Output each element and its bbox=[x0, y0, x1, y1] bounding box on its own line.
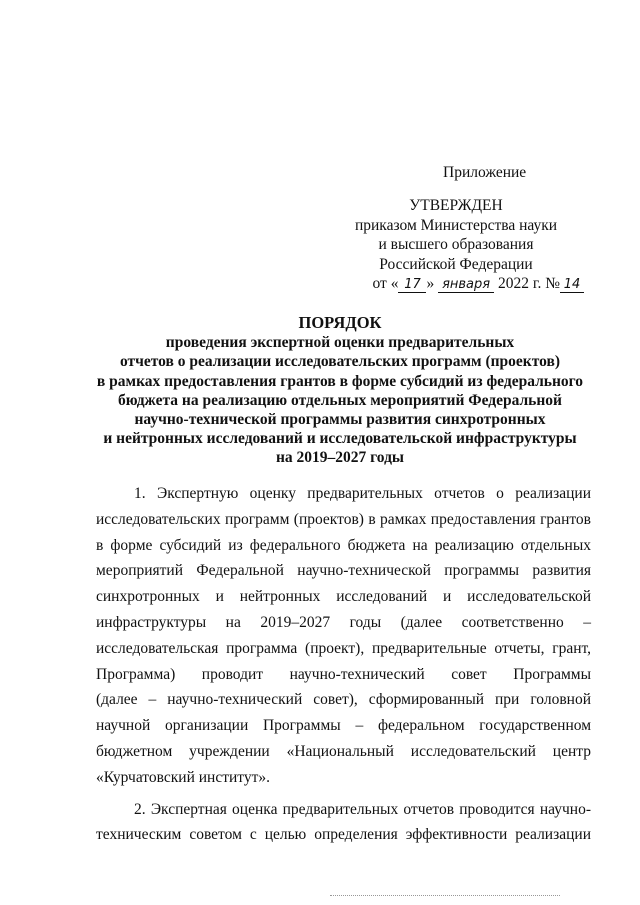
body-line: 1. Экспертную оценку предварительных отчетов о реализации bbox=[134, 485, 591, 502]
title-line: проведения экспертной оценки предварительных bbox=[165, 334, 515, 352]
body-line: (далее – научно-технический совет), сформированный при головной bbox=[96, 691, 591, 709]
title-line: научно-технической программы развития синхротронных bbox=[134, 411, 546, 429]
title-line: отчетов о реализации исследовательских программ (проектов) bbox=[119, 353, 561, 371]
body-line: 2. Экспертная оценка предварительных отчетов проводится научно- bbox=[134, 800, 591, 818]
title-line: в рамках предоставления грантов в форме субсидий из федерального bbox=[96, 372, 584, 390]
body-line: Программа) проводит научно-технический совет Программы bbox=[96, 665, 591, 683]
title-line: на 2019–2027 годы bbox=[275, 449, 405, 467]
approval-line-2: и высшего образования bbox=[378, 236, 534, 253]
scan-artifact bbox=[330, 895, 560, 898]
date-day-handwritten: 17 bbox=[398, 278, 426, 293]
approval-block bbox=[336, 196, 581, 294]
approval-line-1: приказом Министерства науки bbox=[354, 216, 558, 234]
body-line: бюджетном учреждении «Национальный исследовательский центр bbox=[96, 742, 591, 760]
date-year: 2022 г. № bbox=[497, 275, 560, 292]
body-line: техническим советом с целью определения эффективности реализации bbox=[96, 826, 591, 844]
paragraph-1 bbox=[96, 481, 591, 791]
body-line: «Курчатовский институт». bbox=[96, 768, 270, 786]
body-line: научной организации Программы – федеральном государственном bbox=[96, 717, 591, 735]
body-line: инфраструктуры на 2019–2027 годы (далее соответственно – bbox=[96, 613, 591, 631]
date-prefix: от « bbox=[372, 275, 399, 292]
title-line: бюджета на реализацию отдельных мероприятий Федеральной bbox=[118, 391, 562, 409]
title-heading: ПОРЯДОК bbox=[298, 313, 382, 332]
order-number-handwritten: 14 bbox=[560, 278, 584, 293]
approval-line-3: Российской Федерации bbox=[379, 255, 533, 273]
appendix-label: Приложение bbox=[443, 164, 527, 181]
approval-date-line bbox=[336, 274, 584, 294]
document-body bbox=[96, 481, 591, 848]
body-line: синхротронных и нейтронных исследований и исследовательской bbox=[96, 588, 591, 606]
date-month-handwritten: января bbox=[438, 278, 494, 293]
title-line: и нейтронных исследований и исследовательской инфраструктуры bbox=[103, 430, 577, 448]
body-line: мероприятий Федеральной научно-технической программы развития bbox=[96, 562, 591, 580]
paragraph-2 bbox=[96, 797, 591, 849]
date-mid: » bbox=[426, 275, 435, 292]
approved-label: УТВЕРЖДЕН bbox=[409, 197, 503, 214]
document-title bbox=[60, 313, 620, 468]
body-line: исследовательская программа (проект), предварительные отчеты, грант, bbox=[96, 639, 591, 657]
body-line: исследовательских программ (проектов) в рамках предоставления грантов bbox=[96, 510, 591, 528]
body-line: в форме субсидий из федерального бюджета на реализацию отдельных bbox=[96, 536, 591, 554]
